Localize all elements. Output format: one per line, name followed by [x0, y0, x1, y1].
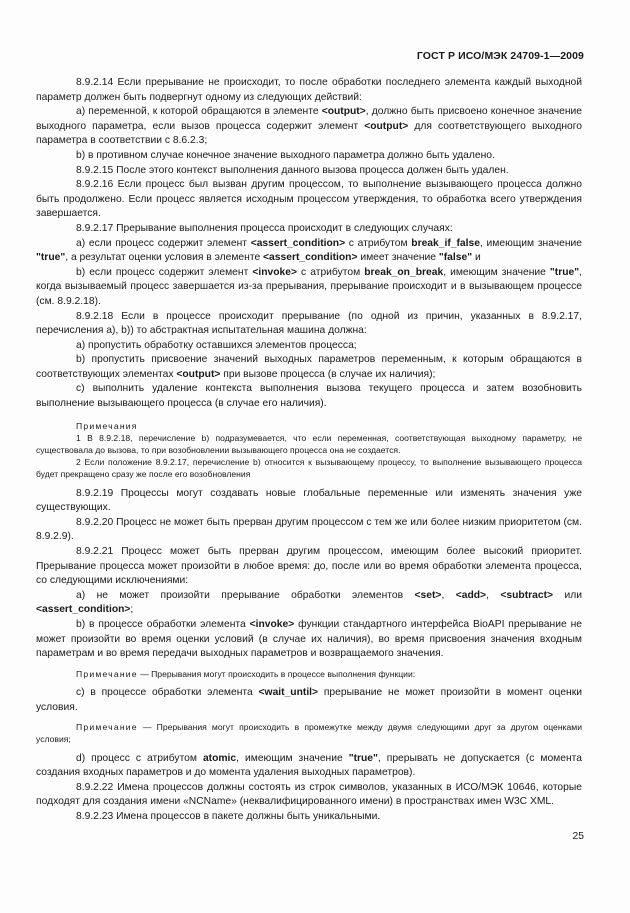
list-item-c: с) выполнить удаление контекста выполнения вызова текущего процесса и затем возобновить выполнение вызывающего процесса (в случае его наличия).	[36, 383, 582, 410]
list-item-a: а) не может произойти прерывание обработки элементов <set>, <add>, <subtract> или <assert_condition>;	[36, 589, 582, 616]
clause-8-9-2-14: 8.9.2.14 Если прерывание не происходит, то после обработки последнего элемента каждый выходной параметр должен быть подвергнут одному из следующих действий:	[36, 77, 582, 103]
list-item-b: b) в процессе обработки элемента <invoke> функции стандартного интерфейса BioAPI прерывание не может произойти во время оценки условий (в случае их наличия), во время присвоения значения входным параметрам и во время передачи выходных параметров и возвращаемого значения.	[36, 619, 582, 660]
standard-header: ГОСТ Р ИСО/МЭК 24709-1—2009	[416, 50, 584, 62]
notes-label: Примечания	[76, 420, 138, 431]
note-1: 1 В 8.9.2.18, перечисление b) подразумевается, что если переменная, соответствующая выходному параметру, не существовала до вызова, то при возобновлении вызывающего процесса она не создается.	[36, 432, 582, 456]
page-number: 25	[572, 831, 584, 842]
list-item-b: b) если процесс содержит элемент <invoke> с атрибутом break_on_break, имеющим значение "true", когда вызываемый процесс завершается из-за прерывания, прерывание происходит и в вызывающем процессе (см. 8.9.2.18).	[36, 266, 582, 307]
clause-8-9-2-21: 8.9.2.21 Процесс может быть прерван другим процессом, имеющим более высокий приоритет. Прерывание процесса может произойти в любое время: до, после или во время обработки элемента процесса, со следующими исключениями:	[36, 546, 582, 587]
clause-8-9-2-22: 8.9.2.22 Имена процессов должны состоять из строк символов, указанных в ИСО/МЭК 10646, которые подходят для создания имени «NCName» (неквалифицированного имени) в пространствах имен W3C XML.	[36, 781, 582, 808]
list-item-b: b) пропустить присвоение значений выходных параметров переменным, к которым обращаются в соответствующих элементах <output> при вызове процесса (в случае их наличия);	[36, 354, 582, 380]
clause-8-9-2-17: 8.9.2.17 Прерывание выполнения процесса происходит в следующих случаях:	[76, 222, 453, 234]
clause-8-9-2-16: 8.9.2.16 Если процесс был вызван другим процессом, то выполнение вызывающего процесса должно быть продолжено. Если процесс является исходным процессом утверждения, то обработка всего утверждения завершается.	[36, 179, 582, 220]
page-body	[36, 76, 582, 825]
list-item-b: b) в противном случае конечное значение выходного параметра должно быть удалено.	[76, 149, 495, 161]
list-item-a: а) переменной, к которой обращаются в элементе <output>, должно быть присвоено конечное значение выходного параметра, если вызов процесса содержит элемент <output> для соответствующего выходного параметра в соответствии с 8.6.2.3;	[36, 106, 583, 147]
list-item-c: с) в процессе обработки элемента <wait_until> прерывание не может произойти в момент оценки условия.	[36, 687, 583, 713]
clause-8-9-2-15: 8.9.2.15 После этого контекст выполнения данного вызова процесса должен быть удален.	[76, 164, 509, 176]
clause-8-9-2-23: 8.9.2.23 Имена процессов в пакете должны быть уникальными.	[76, 810, 381, 822]
note-4: Примечание — Прерывания могут происходить в промежутке между двумя следующими друг за другом оценками условия;	[36, 722, 582, 745]
list-item-a: а) пропустить обработку оставшихся элементов процесса;	[76, 339, 357, 351]
clause-8-9-2-18: 8.9.2.18 Если в процессе происходит прерывание (по одной из причин, указанных в 8.9.2.17, перечисления а), b)) то абстрактная испытательная машина должна:	[36, 310, 582, 337]
clause-8-9-2-20: 8.9.2.20 Процесс не может быть прерван другим процессом с тем же или более низким приоритетом (см. 8.9.2.9).	[36, 516, 582, 543]
list-item-a: а) если процесс содержит элемент <assert_condition> с атрибутом break_if_false, имеющим значение "true", а результат оценки условия в элементе <assert_condition> имеет значение "false" и	[36, 237, 582, 264]
clause-8-9-2-19: 8.9.2.19 Процессы могут создавать новые глобальные переменные или изменять значения уже существующих.	[36, 487, 582, 514]
note-2: 2 Если положение 8.9.2.17, перечисление b) относится к вызывающему процессу, то выполнение вызывающего процесса будет прекращено сразу же после его возобновления	[36, 457, 582, 480]
list-item-d: d) процесс с атрибутом atomic, имеющим значение "true", прерывать не допускается (с момента создания входных параметров и до момента удаления выходных параметров).	[36, 752, 582, 779]
note-3: Примечание — Прерывания могут происходить в процессе выполнения функции:	[76, 668, 416, 679]
